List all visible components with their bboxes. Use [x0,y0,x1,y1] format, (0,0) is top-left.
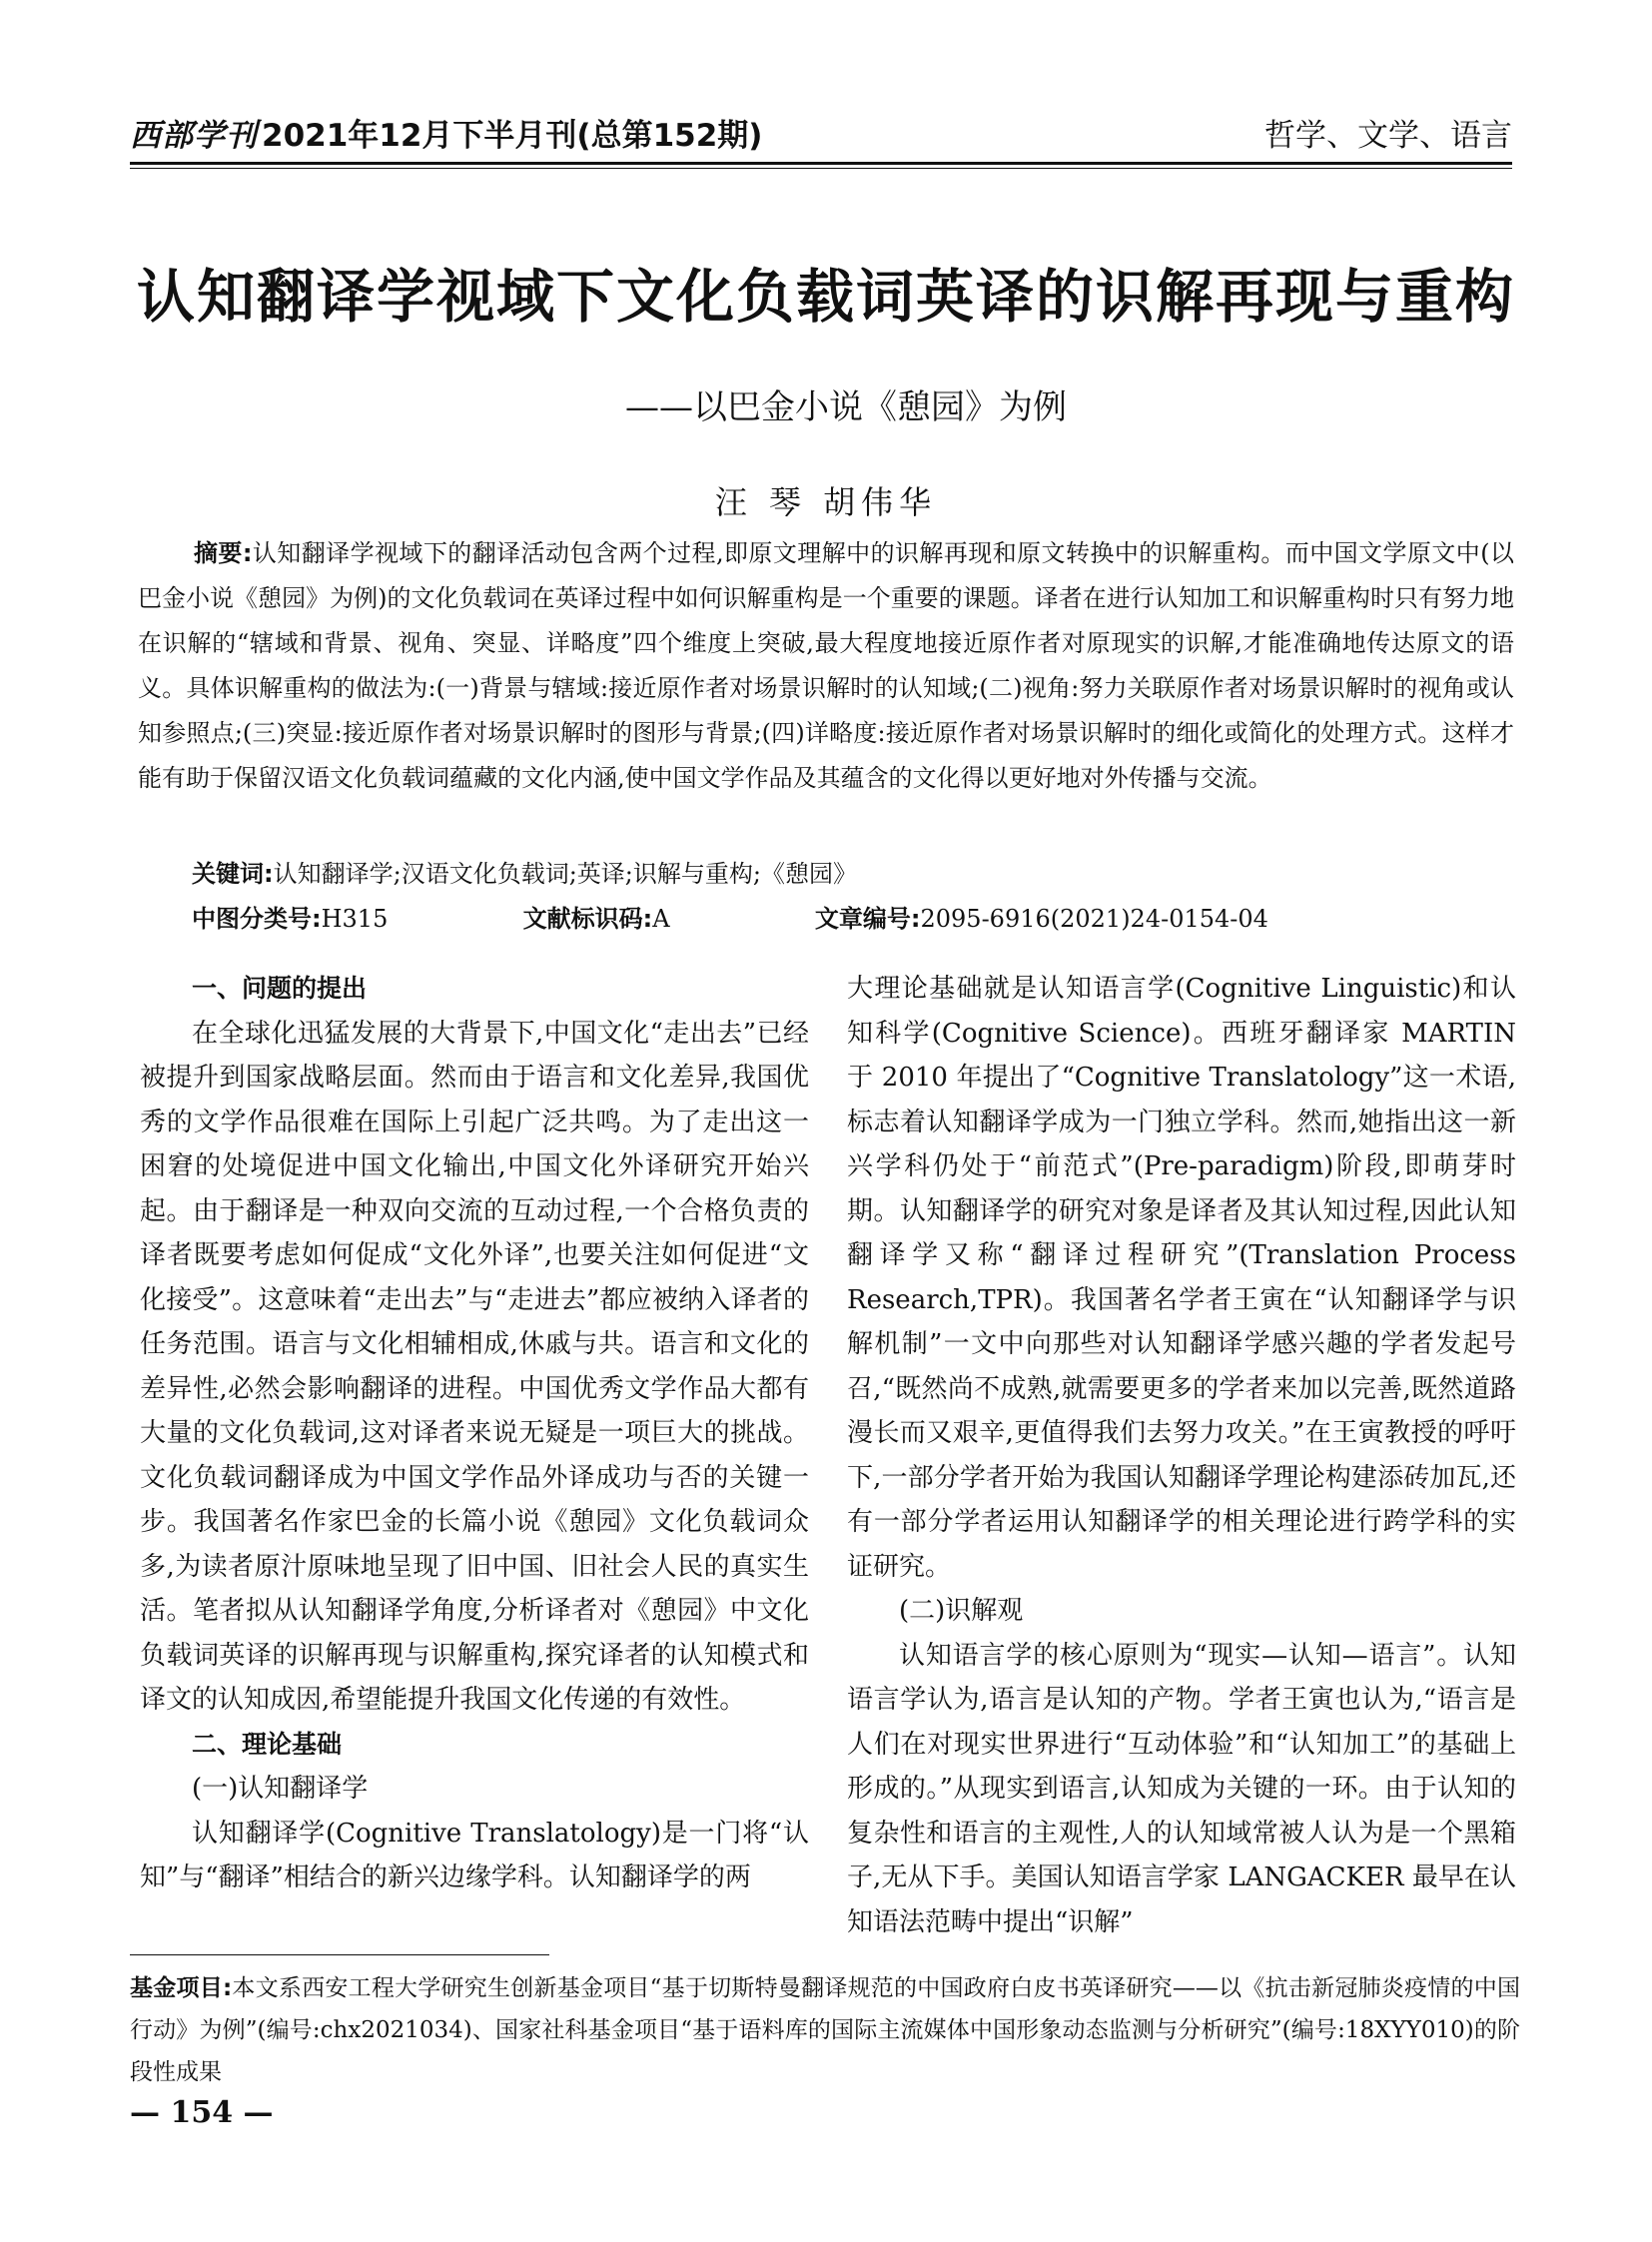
header-left [130,110,762,155]
doc-code-value: A [652,905,670,933]
section-heading-theory: 二、理论基础 [192,1729,343,1759]
footnote-rule [130,1954,549,1955]
paragraph: 在全球化迅猛发展的大背景下,中国文化“走出去”已经被提升到国家战略层面。然而由于语言和文化差异,我国优秀的文学作品很难在国际上引起广泛共鸣。为了走出这一困窘的处境促进中国文化输出,中国文化外译研究开始兴起。由于翻译是一种双向交流的互动过程,一个合格负责的译者既要考虑如何促成“文化外译”,也要关注如何促进“文化接受”。这意味着“走出去”与“走进去”都应被纳入译者的任务范围。语言与文化相辅相成,休戚与共。语言和文化的差异性,必然会影响翻译的进程。中国优秀文学作品大都有大量的文化负载词,这对译者来说无疑是一项巨大的挑战。文化负载词翻译成为中国文学作品外译成功与否的关键一步。我国著名作家巴金的长篇小说《憩园》文化负载词众多,为读者原汁原味地呈现了旧中国、旧社会人民的真实生活。笔者拟从认知翻译学角度,分析译者对《憩园》中文化负载词英译的识解再现与识解重构,探究译者的认知模式和译文的认知成因,希望能提升我国文化传递的有效性。 [140,1018,809,1715]
paper-subtitle: ——以巴金小说《憩园》为例 [625,387,1067,427]
page-number: — 154 — [130,2095,274,2130]
subsection-heading-cognitive-translatology: (一)认知翻译学 [192,1774,369,1804]
funding-footnote [130,1967,1520,2093]
abstract [138,531,1514,801]
classification-line [192,899,1268,934]
body-column-right [847,967,1516,1944]
section-heading-intro: 一、问题的提出 [192,974,368,1003]
footnote-label: 基金项目: [130,1975,233,2001]
article-no-value: 2095-6916(2021)24-0154-04 [920,905,1268,933]
paragraph: 认知翻译学(Cognitive Translatology)是一门将“认知”与“翻译”相结合的新兴边缘学科。认知翻译学的两 [140,1818,809,1892]
journal-logo: 西部学刊 [130,118,258,154]
keywords [192,854,857,889]
paragraph: 认知语言学的核心原则为“现实—认知—语言”。认知语言学认为,语言是认知的产物。学者王寅也认为,“语言是人们在对现实世界进行“互动体验”和“认知加工”的基础上形成的。”从现实到语言,认知成为关键的一环。由于认知的复杂性和语言的主观性,人的认知域常被人认为是一个黑箱子,无从下手。美国认知语言学家 LANGACKER 最早在认知语法范畴中提出“识解” [847,1640,1516,1937]
footnote-text: 本文系西安工程大学研究生创新基金项目“基于切斯特曼翻译规范的中国政府白皮书英译研究——以《抗击新冠肺炎疫情的中国行动》为例”(编号:chx2021034)、国家社科基金项目“基于语料库的国际主流媒体中国形象动态监测与分析研究”(编号:18XYY010)的阶段性成果 [130,1975,1520,2085]
body-column-left [140,967,809,1900]
header-rule [130,162,1512,165]
section-name: 哲学、文学、语言 [1264,118,1512,154]
keywords-label: 关键词: [192,860,274,888]
doc-code-label: 文献标识码: [522,905,653,933]
authors: 汪 琴 胡伟华 [714,483,938,521]
classification-value: H315 [321,905,389,933]
paragraph: 大理论基础就是认知语言学(Cognitive Linguistic)和认知科学(Cognitive Science)。西班牙翻译家 MARTIN 于 2010 年提出了“Cognitive Translatology”这一术语,标志着认知翻译学成为一门独立学科。然而,她指出这一新兴学科仍处于“前范式”(Pre-paradigm)阶段,即萌芽时期。认知翻译学的研究对象是译者及其认知过程,因此认知翻译学又称“翻译过程研究”(Translation Process Research,TPR)。我国著名学者王寅在“认知翻译学与识解机制”一文中向那些对认知翻译学感兴趣的学者发起号召,“既然尚不成熟,就需要更多的学者来加以完善,既然道路漫长而又艰辛,更值得我们去努力攻关。”在王寅教授的呼吁下,一部分学者开始为我国认知翻译学理论构建添砖加瓦,还有一部分学者运用认知翻译学的相关理论进行跨学科的实证研究。 [847,974,1516,1582]
article-no-label: 文章编号: [814,905,921,933]
abstract-body [138,531,1514,801]
classification-label: 中图分类号: [192,905,322,933]
abstract-text: 认知翻译学视域下的翻译活动包含两个过程,即原文理解中的识解再现和原文转换中的识解重构。而中国文学原文中(以巴金小说《憩园》为例)的文化负载词在英译过程中如何识解重构是一个重要的课题。译者在进行认知加工和识解重构时只有努力地在识解的“辖域和背景、视角、突显、详略度”四个维度上突破,最大程度地接近原作者对原现实的识解,才能准确地传达原文的语义。具体识解重构的做法为:(一)背景与辖域:接近原作者对场景识解时的认知域;(二)视角:努力关联原作者对场景识解时的视角或认知参照点;(三)突显:接近原作者对场景识解时的图形与背景;(四)详略度:接近原作者对场景识解时的细化或简化的处理方式。这样才能有助于保留汉语文化负载词蕴藏的文化内涵,使中国文学作品及其蕴含的文化得以更好地对外传播与交流。 [138,539,1514,792]
paper-title: 认知翻译学视域下文化负载词英译的识解再现与重构 [136,263,1515,331]
subsection-heading-construal: (二)识解观 [899,1596,1024,1626]
keywords-text: 认知翻译学;汉语文化负载词;英译;识解与重构;《憩园》 [273,860,857,888]
abstract-label: 摘要: [194,539,253,567]
running-header [130,110,1512,170]
header-rule-thin [130,168,1512,169]
issue-info: 2021年12月下半月刊(总第152期) [262,118,763,154]
